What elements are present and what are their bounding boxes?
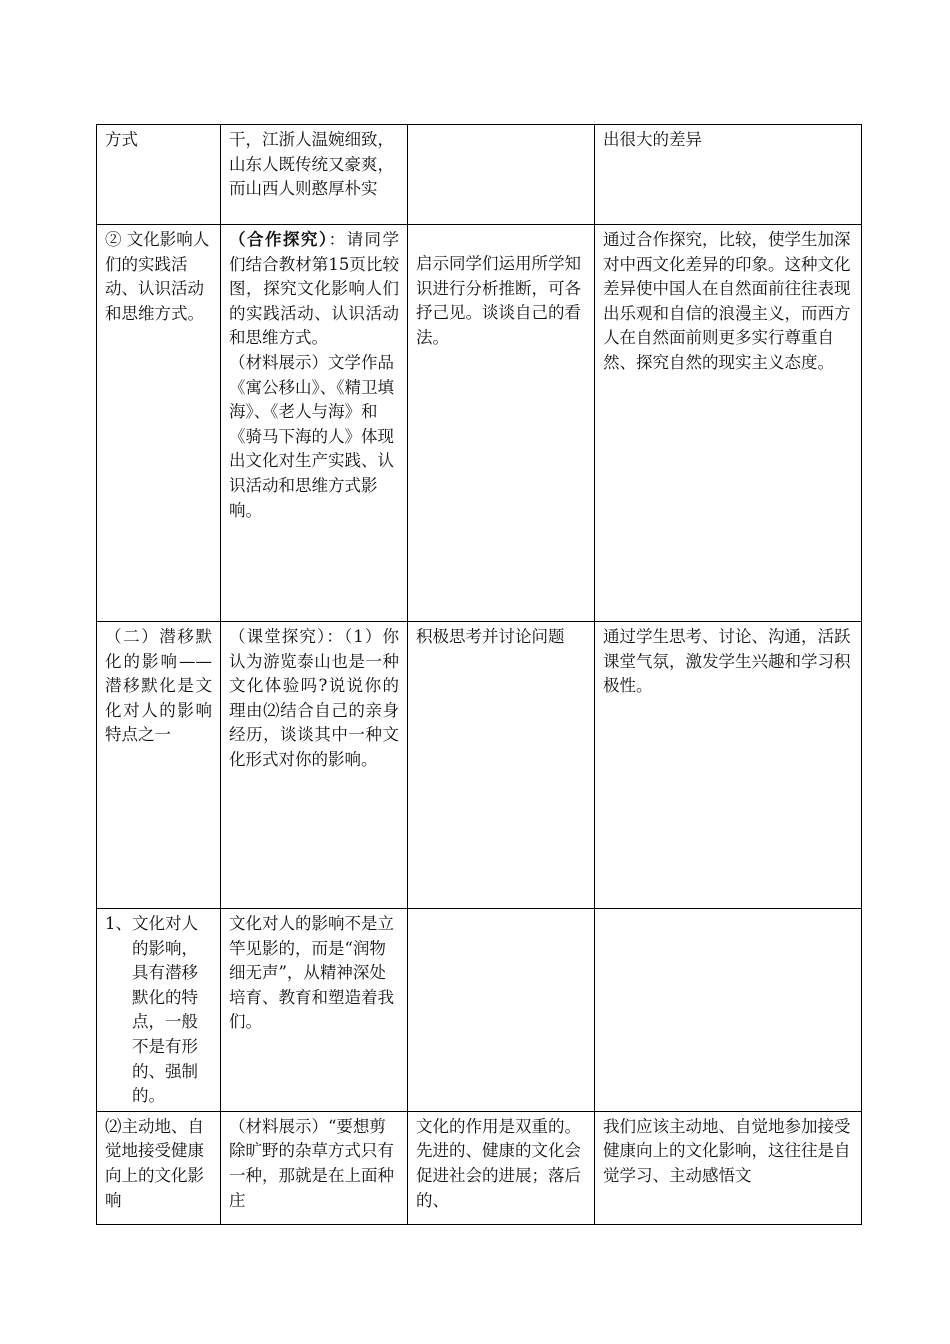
table-cell-content	[221, 225, 408, 622]
cooperative-inquiry-label: （合作探究）	[229, 230, 329, 249]
table-row	[97, 125, 862, 225]
table-row	[97, 622, 862, 909]
table-cell-content: 干，江浙人温婉细致，山东人既传统又豪爽，而山西人则憨厚朴实	[221, 125, 408, 225]
table-cell-student-activity: 文化的作用是双重的。先进的、健康的文化会促进社会的进展；落后的、	[408, 1111, 595, 1224]
table-cell-topic	[97, 909, 221, 1112]
table-cell-student-activity	[408, 909, 595, 1112]
table-cell-design-intent	[595, 909, 862, 1112]
cooperative-inquiry-body: ：请同学们结合教材第15页比较图，探究文化影响人们的实践活动、认识活动和思维方式。	[229, 230, 400, 348]
table-cell-design-intent: 出很大的差异	[595, 125, 862, 225]
table-cell-content: （课堂探究）：（1）你认为游览泰山也是一种文化体验吗?说说你的理由⑵结合自己的亲身经历，谈谈其中一种文化形式对你的影响。	[221, 622, 408, 909]
table-row	[97, 225, 862, 622]
table-cell-topic: 方式	[97, 125, 221, 225]
table-cell-topic: ② 文化影响人们的实践活动、认识活动和思维方式。	[97, 225, 221, 622]
table-cell-content: （材料展示）“要想剪除旷野的杂草方式只有一种，那就是在上面种庄	[221, 1111, 408, 1224]
material-display-text: （材料展示）文学作品《寓公移山》、《精卫填海》、《老人与海》和《骑马下海的人》体现出文化对生产实践、认识活动和思维方式影响。	[229, 352, 394, 520]
table-cell-topic: （二）潜移默化的影响——潜移默化是文化对人的影响特点之一	[97, 622, 221, 909]
table-cell-design-intent: 我们应该主动地、自觉地参加接受健康向上的文化影响，这往往是自觉学习、主动感悟文	[595, 1111, 862, 1224]
table-cell-content: 文化对人的影响不是立竿见影的，而是“润物细无声”，从精神深处培育、教育和塑造着我们。	[221, 909, 408, 1112]
cooperative-inquiry-text	[229, 228, 399, 351]
table-cell-topic: ⑵主动地、自觉地接受健康向上的文化影响	[97, 1111, 221, 1224]
lesson-plan-table	[96, 124, 862, 1225]
table-row	[97, 1111, 862, 1224]
table-cell-student-activity: 启示同学们运用所学知识进行分析推断，可各抒己见。谈谈自己的看法。	[408, 225, 595, 622]
table-cell-student-activity: 积极思考并讨论问题	[408, 622, 595, 909]
table-row	[97, 909, 862, 1112]
item-text: 文化对人的影响，具有潜移默化的特点，一般不是有形的、强制的。	[132, 914, 198, 1106]
table-cell-design-intent: 通过合作探究，比较，使学生加深对中西文化差异的印象。这种文化差异使中国人在自然面前往往表现出乐观和自信的浪漫主义，而西方人在自然面前则更多实行尊重自然、探究自然的现实主义态度。	[595, 225, 862, 622]
table-cell-student-activity	[408, 125, 595, 225]
table-cell-design-intent: 通过学生思考、讨论、沟通，活跃课堂气氛，激发学生兴趣和学习积极性。	[595, 622, 862, 909]
item-number: 1、	[105, 914, 132, 933]
